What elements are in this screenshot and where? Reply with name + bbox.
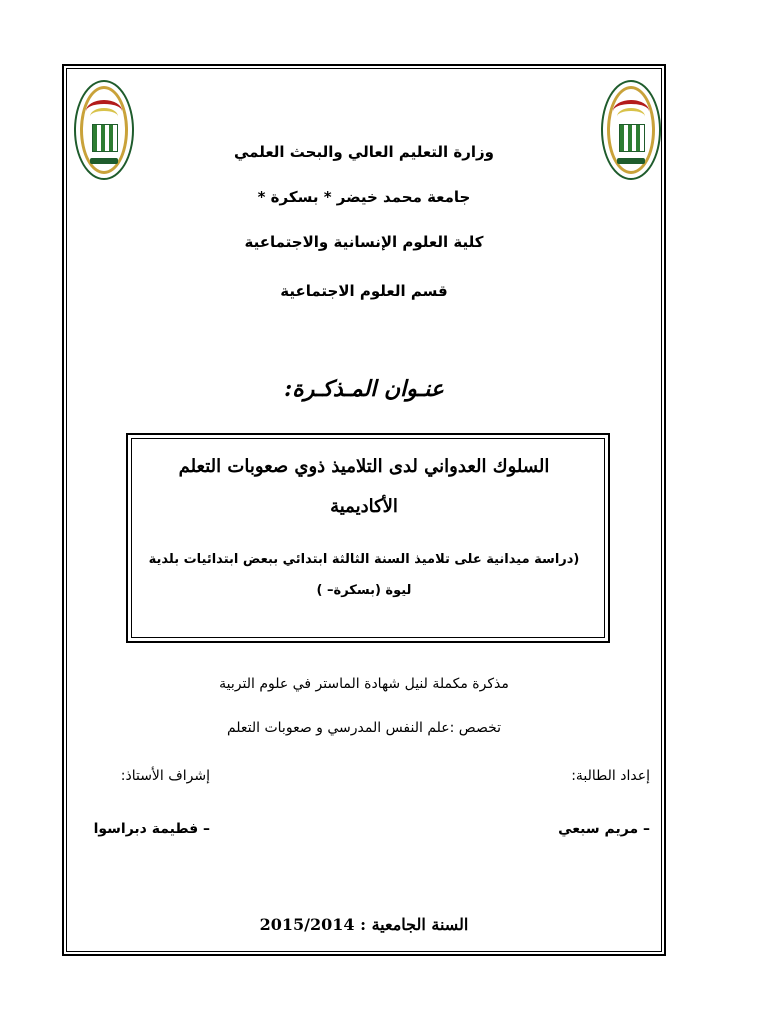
- university-name: جامعة محمد خيضر * بسكرة *: [257, 188, 471, 206]
- degree-statement: مذكرة مكملة لنيل شهادة الماستر في علوم التربية: [219, 676, 509, 692]
- study-description-line2: ليوة (بسكرة– ): [316, 583, 412, 598]
- student-name: – مريم سبعي: [558, 821, 650, 837]
- university-seal-right: [601, 80, 661, 180]
- supervisor-name: – فطيمة دبراسوا: [93, 821, 210, 837]
- supervised-by-label: إشراف الأستاذ:: [120, 768, 210, 784]
- study-description-line1: (دراسة ميدانية على تلاميذ السنة الثالثة ابتدائي ببعض ابتدائيات بلدية: [148, 552, 580, 567]
- academic-year: السنة الجامعية : 2015/2014: [259, 915, 469, 934]
- ministry-name: وزارة التعليم العالي والبحث العلمي: [233, 143, 495, 161]
- thesis-title-line1: السلوك العدواني لدى التلاميذ ذوي صعوبات التعلم: [178, 456, 550, 477]
- department-name: قسم العلوم الاجتماعية: [280, 282, 448, 300]
- faculty-name: كلية العلوم الإنسانية والاجتماعية: [244, 233, 484, 251]
- specialization: تخصص :علم النفس المدرسي و صعوبات التعلم: [226, 720, 502, 736]
- memo-title-heading: عنـوان المـذكـرة:: [284, 376, 444, 402]
- prepared-by-label: إعداد الطالبة:: [571, 768, 650, 784]
- university-seal-left: [74, 80, 134, 180]
- thesis-title-line2: الأكاديمية: [330, 496, 398, 517]
